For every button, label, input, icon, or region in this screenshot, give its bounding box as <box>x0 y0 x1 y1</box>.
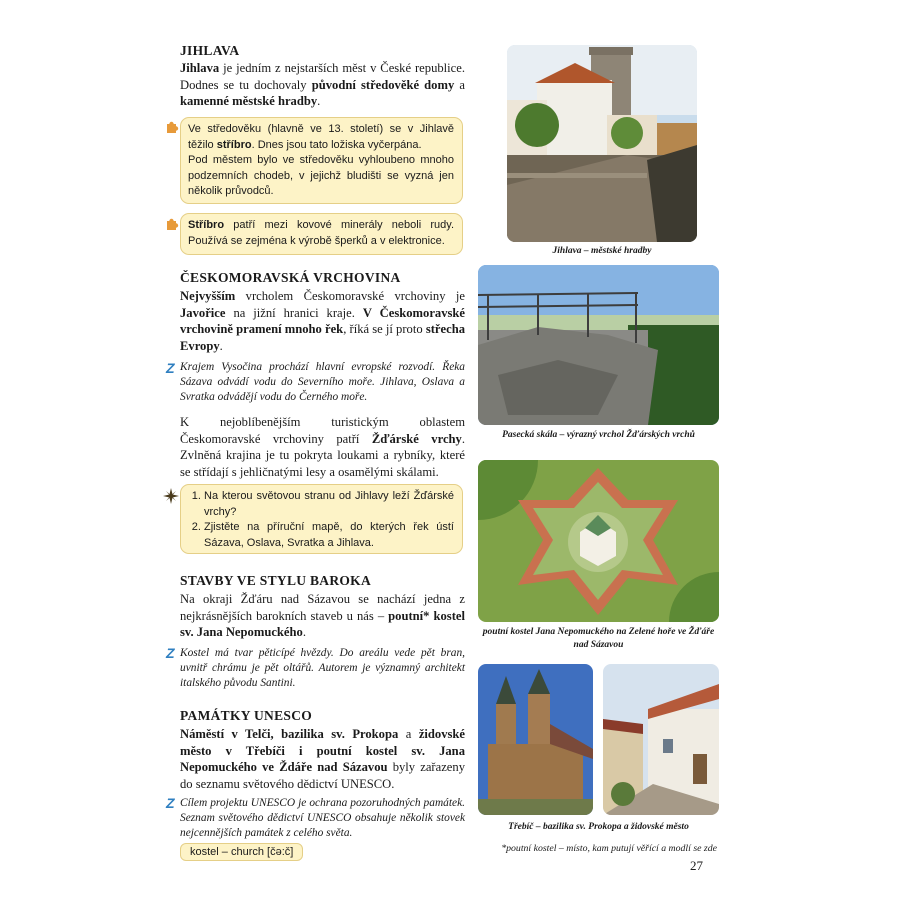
section-heading-baroko: STAVBY VE STYLU BAROKA <box>180 573 372 588</box>
bold-run: původní středověké domy <box>311 77 455 92</box>
city-name: Jihlava <box>180 61 220 75</box>
text-run: Ve středověku (hlavně ve 13. století) se v Jihlavě těžilo <box>188 123 454 151</box>
photo-trebic-jewish-quarter <box>603 664 719 815</box>
text-run: , říká se jí proto <box>343 322 423 336</box>
section-heading-unesco: PAMÁTKY UNESCO <box>180 708 313 723</box>
question-item: 1. Na kterou světovou stranu od Jihlavy leží Žďárské vrchy? <box>204 489 454 520</box>
bold-run: Nejvyšším <box>180 289 236 303</box>
bold-run: stříbro <box>216 138 252 151</box>
bold-run: Žďárské vrchy <box>371 431 462 446</box>
text-run: . Zvlněná krajina je tu pokryta loukami a rybníky, které se střídají s jehličnatými lesy a osamělými skálami. <box>180 431 466 479</box>
photo-jihlava-walls <box>507 45 697 242</box>
bold-run: Stříbro <box>188 219 225 231</box>
section-heading-vrchovina: ČESKOMORAVSKÁ VRCHOVINA <box>180 270 401 285</box>
info-box-silver <box>180 213 463 255</box>
photo-zelena-hora <box>478 460 719 622</box>
question-item: 2. Zjistěte na příruční mapě, do kterých řek ústí Sázava, Oslava, Svratka a Jihlava. <box>204 520 454 551</box>
info-box-silver-mining <box>180 117 463 204</box>
text-run: a <box>459 77 465 92</box>
bold-run: Javořice <box>180 305 226 320</box>
text-run: vrcholem Českomoravské vrchoviny je <box>245 289 465 303</box>
text-run: Na okraji Žďáru nad Sázavou se nachází jedna z nejkrásnějších barokních staveb u nás – <box>180 592 465 623</box>
unesco-note: Cílem projektu UNESCO je ochrana pozoruhodných památek. Seznam světového dědictví UNESCO obsahuje několik stovek nejcennějších památek z celého světa. <box>180 797 465 840</box>
page-number: 27 <box>690 858 703 873</box>
note-z-icon: Z <box>166 795 175 811</box>
box-paragraph <box>188 122 454 153</box>
bold-run: střecha Evropy <box>180 322 465 353</box>
questions-box <box>180 484 463 554</box>
bold-run: poutní* kostel sv. Jana Nepomuckého <box>180 608 465 639</box>
vocabulary-box: kostel – church [čə:č] <box>180 843 303 861</box>
text-run: patří mezi kovové minerály neboli rudy. Používá se zejména k výrobě šperků a v elektronice. <box>188 219 454 247</box>
section-heading-jihlava: JIHLAVA <box>180 43 240 58</box>
caption-trebic: Třebíč – bazilika sv. Prokopa a židovské město <box>508 822 689 832</box>
photo-trebic-basilica <box>478 664 593 815</box>
footnote: *poutní kostel – místo, kam putují věřící a modlí se zde <box>501 843 717 854</box>
note-z-icon: Z <box>166 645 175 661</box>
question-list <box>188 489 454 551</box>
bold-run: židovské město v Třebíči i poutní kostel sv. Jana Nepomuckého ve Ždáře nad Sázavou <box>180 727 465 774</box>
caption-jihlava: Jihlava – městské hradby <box>552 246 652 256</box>
bold-run: kamenné městské hradby <box>180 94 318 108</box>
unesco-paragraph <box>180 726 465 792</box>
baroko-paragraph: Na okraji Žďáru nad Sázavou se nachází jedna z nejkrásnějších barokních staveb u nás – poutní* kostel sv. Jana Nepomuckého. <box>180 592 465 639</box>
caption-zelena-hora: poutní kostel Jana Nepomuckého na Zelené hoře ve Žďáře nad Sázavou <box>482 627 715 650</box>
text-run: . Dnes jsou tato ložiska vyčerpána. <box>251 138 422 151</box>
vrchovina-note: Krajem Vysočina prochází hlavní evropské rozvodí. Řeka Sázava odvádí vodu do Severního moře. Jihlava, Oslava a Svratka odvádějí vodu do Černého moře. <box>180 361 465 404</box>
text-run: a <box>405 727 412 741</box>
photo-pasecka-skala <box>478 265 719 425</box>
puzzle-icon <box>165 218 179 232</box>
jihlava-paragraph: Jihlava je jedním z nejstarších měst v České republice. Dodnes se tu dochovaly původní středověké domy a kamenné městské hradby. <box>180 61 465 108</box>
puzzle-icon <box>165 121 179 135</box>
text-run: byly zařazeny do seznamu světového dědictví UNESCO. <box>180 760 465 791</box>
box-paragraph: Pod městem bylo ve středověku vyhloubeno mnoho podzemních chodeb, v jejichž bludišti se vyzná jen několik průvodců. <box>188 154 454 197</box>
bold-run: Náměstí v Telči, bazilika sv. Prokopa <box>180 727 399 741</box>
compass-star-icon <box>163 488 179 504</box>
caption-pasecka-skala: Pasecká skála – výrazný vrchol Žďárských vrchů <box>502 430 695 440</box>
baroko-note: Kostel má tvar pěticípé hvězdy. Do areálu vede pět bran, uvnitř chrámu je pět oltářů. Autorem je významný architekt italského původu Santini. <box>180 647 465 690</box>
text-run: K nejoblíbenějším turistickým oblastem Českomoravské vrchoviny patří <box>180 415 465 446</box>
text-run: je jedním z nejstarších měst v České republice. Dodnes se tu dochovaly <box>180 61 465 92</box>
box-paragraph <box>188 218 454 249</box>
vrchovina-paragraph-1: Nejvyšším vrcholem Českomoravské vrchoviny je Javořice na jižní hranici kraje. V Českomoravské vrchovině pramení mnoho řek, říká se jí proto střecha Evropy. <box>180 289 466 353</box>
note-z-icon: Z <box>166 360 175 376</box>
text-run: na jižní hranici kraje. <box>233 305 355 320</box>
bold-run: V Českomoravské vrchovině pramení mnoho řek <box>180 305 466 336</box>
vrchovina-paragraph-2 <box>180 414 465 480</box>
